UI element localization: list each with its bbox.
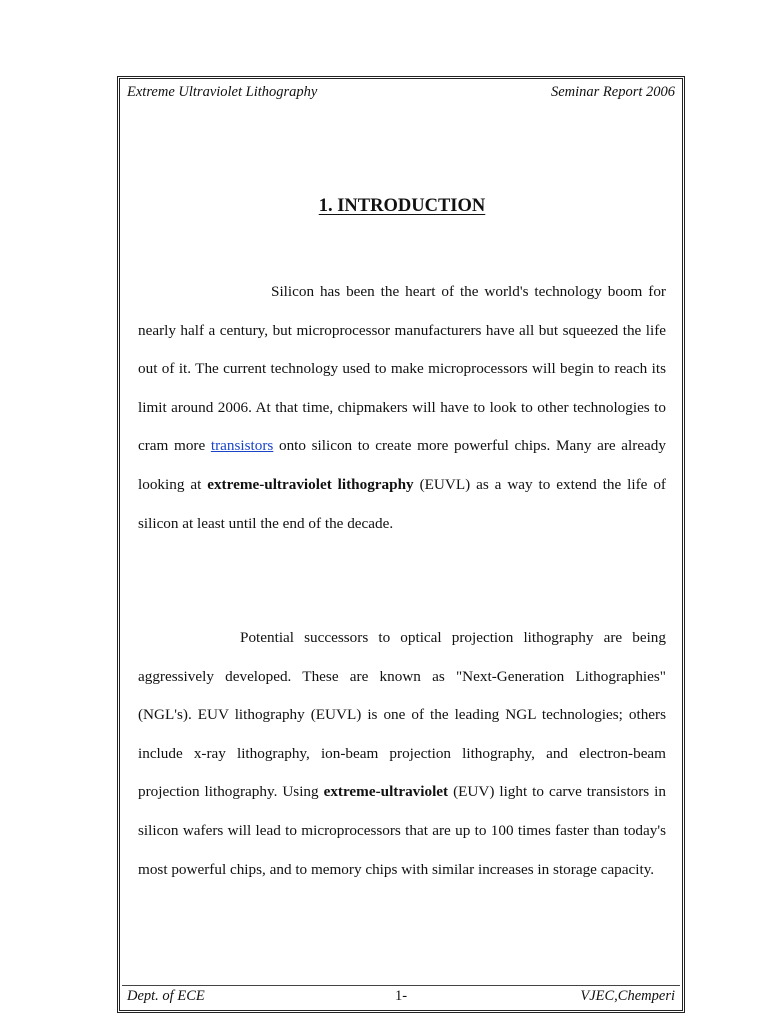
page-header [127,84,675,105]
paragraph-successors-bold: extreme-ultraviolet [323,783,449,801]
paragraph-intro-bold: extreme-ultraviolet lithography [207,475,414,493]
header-document-title: Extreme Ultraviolet Lithography [127,84,318,100]
paragraph-intro-text-b: onto silicon to create more powerful chips. Many are already looking at [138,437,666,493]
paragraph-successors-text-b: (EUV) light to carve transistors in silicon wafers will lead to microprocessors that are up to 100 times faster than today's most powerful chips, and to memory chips with similar increases in storage capacity. [138,783,666,878]
section-title-text: 1. INTRODUCTION [318,196,486,216]
header-report-label: Seminar Report 2006 [550,84,675,100]
footer-page-number: 1- [394,988,408,1004]
paragraph-intro [138,273,666,543]
paragraph-intro-text-a: Silicon has been the heart of the world's technology boom for nearly half a century, but microprocessor manufacturers have all but squeezed the life out of it. The current technology used to make microprocessors will begin to reach its limit around 2006. At that time, chipmakers will have to look to other technologies to cram more [138,283,666,455]
transistors-link[interactable]: transistors [210,437,274,455]
paragraph-successors-text-a: Potential successors to optical projection lithography are being aggressively developed. These are known as "Next-Generation Lithographies" (NGL's). EUV lithography (EUVL) is one of the leading NGL technologies; others include x-ray lithography, ion-beam projection lithography, and electron-beam projection lithography. Using [138,629,666,801]
footer-department: Dept. of ECE [127,988,205,1004]
section-title [0,196,768,217]
paragraph-intro-text-c: (EUVL) as a way to extend the life of silicon at least until the end of the decade. [138,475,666,532]
footer-rule [122,985,680,986]
paragraph-successors [138,619,666,889]
page-footer [127,988,675,1005]
footer-institution: VJEC,Chemperi [580,988,675,1004]
